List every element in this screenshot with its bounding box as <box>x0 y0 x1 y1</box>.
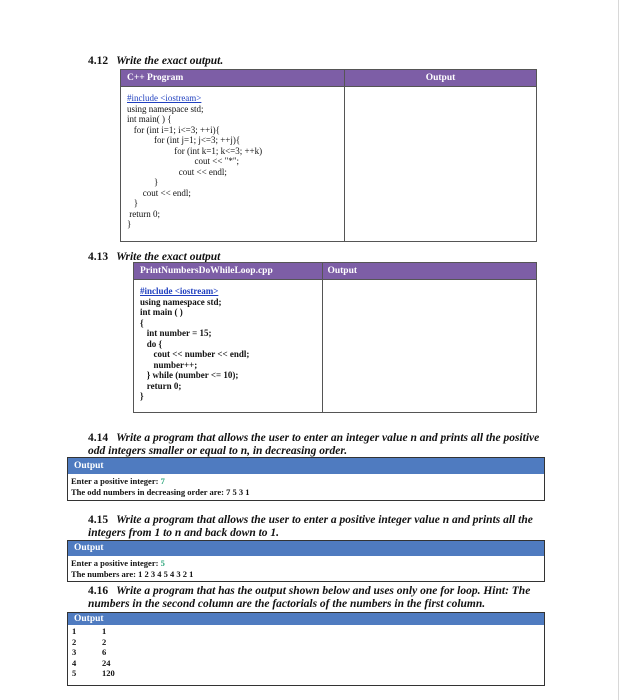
factorial-cell: 1 <box>102 626 107 636</box>
number-cell: 1 <box>72 626 77 636</box>
output-column-header: Output <box>323 263 537 280</box>
factorial-table <box>68 625 544 679</box>
code-line: do { <box>140 338 163 349</box>
code-line: } <box>127 219 132 229</box>
code-line: cout << "*"; <box>127 156 239 166</box>
code-block <box>140 286 322 402</box>
code-line: for (int j=1; j<=3; ++j){ <box>127 135 241 145</box>
output-prompt: Enter a positive integer: <box>71 476 161 486</box>
code-line: int main( ) { <box>127 114 172 124</box>
question-title-line1: Write a program that has the output shown below and uses only one for loop. Hint: The <box>116 585 531 597</box>
output-answer-cell[interactable] <box>344 87 536 242</box>
code-line: cout << endl; <box>127 166 227 177</box>
code-line: return 0; <box>127 208 160 219</box>
output-line-2: The numbers are: 1 2 3 4 5 4 3 2 1 <box>71 569 194 579</box>
output-line-1 <box>68 556 544 569</box>
question-number: 4.15 <box>88 514 109 526</box>
code-line: } <box>127 177 159 187</box>
question-number: 4.12 <box>88 55 109 67</box>
question-title-line2: integers from 1 to n and back down to 1. <box>88 527 280 539</box>
program-column-header: PrintNumbersDoWhileLoop.cpp <box>134 263 323 280</box>
factorial-cell: 2 <box>102 636 107 647</box>
table-row <box>68 647 544 658</box>
code-line: cout << number << endl; <box>140 349 250 359</box>
code-line: cout << endl; <box>127 187 191 198</box>
table-row <box>68 626 544 637</box>
program-column-header: C++ Program <box>121 70 345 87</box>
factorial-cell: 24 <box>102 657 111 668</box>
output-input-value: 5 <box>160 558 165 568</box>
question-4-14-heading <box>88 432 588 458</box>
number-cell: 2 <box>72 636 77 647</box>
question-4-13-table <box>133 262 537 413</box>
question-4-12-heading <box>88 55 223 68</box>
code-line: } while (number <= 10); <box>140 370 239 380</box>
question-4-14-output-box <box>67 457 545 501</box>
question-number: 4.14 <box>88 432 109 444</box>
code-line: using namespace std; <box>140 296 222 307</box>
question-4-15-heading <box>88 514 588 540</box>
code-line: int number = 15; <box>140 328 212 338</box>
question-title: Write the exact output <box>116 251 221 263</box>
output-line-2: The odd numbers in decreasing order are: 7 5 3 1 <box>71 487 250 497</box>
code-line: using namespace std; <box>127 103 204 114</box>
question-title-line1: Write a program that allows the user to enter a positive integer value n and prints all the <box>116 514 533 526</box>
output-header: Output <box>68 458 544 474</box>
code-line: { <box>140 317 144 328</box>
question-title-line1: Write a program that allows the user to enter an integer value n and prints all the positive <box>116 432 540 444</box>
page-edge <box>618 0 619 700</box>
code-block <box>127 93 344 230</box>
question-title: Write the exact output. <box>116 55 224 67</box>
number-cell: 3 <box>72 647 77 657</box>
code-line: } <box>127 198 139 208</box>
code-line: } <box>140 391 144 401</box>
code-line: number++; <box>140 359 198 370</box>
program-code-cell <box>121 87 345 242</box>
code-line: for (int k=1; k<=3; ++k) <box>127 145 263 156</box>
question-4-12-table <box>120 69 537 242</box>
question-number: 4.16 <box>88 585 109 597</box>
question-title-line2: numbers in the second column are the factorials of the numbers in the first column. <box>88 598 486 610</box>
code-line: #include <iostream> <box>127 93 202 103</box>
table-row <box>68 658 544 669</box>
question-number: 4.13 <box>88 251 109 263</box>
factorial-cell: 6 <box>102 647 107 657</box>
code-line: int main ( ) <box>140 307 183 317</box>
program-code-cell <box>134 280 323 413</box>
output-answer-cell[interactable] <box>323 280 537 413</box>
output-header: Output <box>68 541 544 556</box>
output-input-value: 7 <box>160 476 165 486</box>
output-line-1 <box>68 474 544 487</box>
table-row <box>68 637 544 648</box>
question-4-15-output-box <box>67 540 545 582</box>
question-title-line2: odd integers smaller or equal to n, in decreasing order. <box>88 445 348 457</box>
question-4-16-heading <box>88 585 588 611</box>
factorial-cell: 120 <box>102 668 115 678</box>
output-prompt: Enter a positive integer: <box>71 558 161 568</box>
code-line: for (int i=1; i<=3; ++i){ <box>127 124 220 135</box>
number-cell: 5 <box>72 668 77 678</box>
question-4-16-output-box <box>67 612 545 686</box>
output-header: Output <box>68 613 544 625</box>
code-line: return 0; <box>140 380 182 391</box>
table-row <box>68 668 544 679</box>
number-cell: 4 <box>72 657 77 668</box>
code-line: #include <iostream> <box>140 286 219 296</box>
output-column-header: Output <box>344 70 536 87</box>
